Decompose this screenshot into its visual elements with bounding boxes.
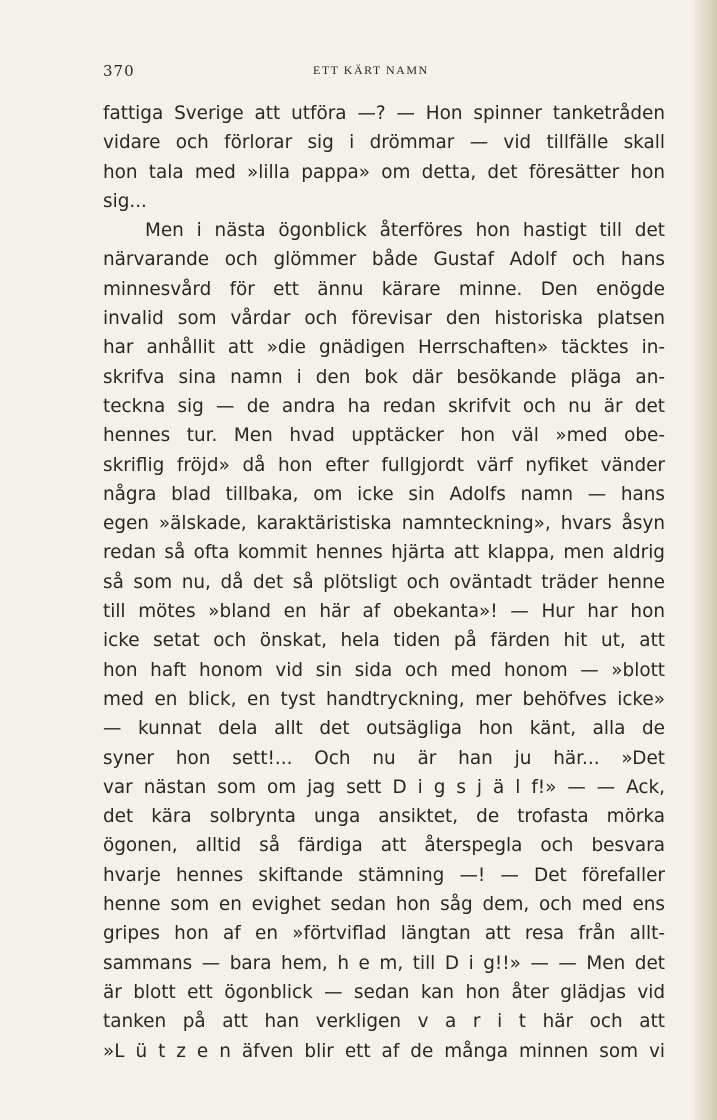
text-line: icke setat och önskat, hela tiden på färden hit ut, att — [103, 630, 665, 652]
text-line: närvarande och glömmer både Gustaf Adolf och hans — [103, 249, 665, 271]
text-line: några blad tillbaka, om icke sin Adolfs namn — hans — [103, 483, 665, 505]
text-line: ögonen, alltid så färdiga att återspegla och besvara — [103, 835, 665, 857]
text-line: sammans — bara hem, h e m, till D i g!!» — — Men det — [103, 952, 665, 974]
text-line: är blott ett ögonblick — sedan kan hon åter glädjas vid — [103, 981, 665, 1003]
text-line: Men i nästa ögonblick återföres hon hastigt till det — [145, 220, 665, 242]
text-line: gripes hon af en »förtviflad längtan att resa från allt- — [103, 923, 665, 945]
text-line: skrifva sina namn i den bok där besökande pläga an- — [103, 366, 665, 388]
text-line: — kunnat dela allt det outsägliga hon känt, alla de — [103, 718, 665, 740]
text-line: till mötes »bland en här af obekanta»! — Hur har hon — [103, 601, 665, 623]
text-line: var nästan som om jag sett D i g s j ä l f!» — — Ack, — [103, 776, 665, 798]
page-number: 370 — [103, 62, 135, 80]
body-text — [103, 99, 665, 1066]
text-line: skriflig fröjd» då hon efter fullgjordt värf nyfiket vänder — [103, 454, 665, 476]
text-line: henne som en evighet sedan hon såg dem, och med ens — [103, 894, 665, 916]
text-line: vidare och förlorar sig i drömmar — vid tillfälle skall — [103, 132, 665, 154]
page-header — [103, 62, 665, 82]
text-line: hvarje hennes skiftande stämning —! — Det förefaller — [103, 864, 665, 886]
text-line: minnesvård för ett ännu kärare minne. Den enögde — [103, 278, 665, 300]
text-line: syner hon sett!... Och nu är han ju här... »Det — [103, 747, 665, 769]
text-line: har anhållit att »die gnädigen Herrschaften» täcktes in- — [103, 337, 665, 359]
text-line: så som nu, då det så plötsligt och oväntadt träder henne — [103, 571, 665, 593]
text-line: det kära solbrynta unga ansiktet, de trofasta mörka — [103, 806, 665, 828]
text-line: sig... — [103, 190, 147, 212]
text-line: med en blick, en tyst handtryckning, mer behöfves icke» — [103, 688, 665, 710]
text-line: tanken på att han verkligen v a r i t här och att — [103, 1011, 665, 1033]
text-line: hon tala med »lilla pappa» om detta, det föresätter hon — [103, 161, 665, 183]
text-line: hennes tur. Men hvad upptäcker hon väl »med obe- — [103, 425, 665, 447]
page-edge-shadow — [695, 0, 717, 1120]
text-line: hon haft honom vid sin sida och med honom — »blott — [103, 659, 665, 681]
running-title: ETT KÄRT NAMN — [313, 63, 429, 77]
text-line: teckna sig — de andra ha redan skrifvit och nu är det — [103, 395, 665, 417]
text-line: egen »älskade, karaktäristiska namnteckning», hvars åsyn — [103, 513, 665, 535]
text-line: fattiga Sverige att utföra —? — Hon spinner tanketråden — [103, 103, 665, 124]
text-line: redan så ofta kommit hennes hjärta att klappa, men aldrig — [103, 542, 665, 564]
text-line: »L ü t z e n äfven blir ett af de många minnen som vi — [103, 1040, 665, 1062]
text-line: invalid som vårdar och förevisar den historiska platsen — [103, 308, 665, 330]
